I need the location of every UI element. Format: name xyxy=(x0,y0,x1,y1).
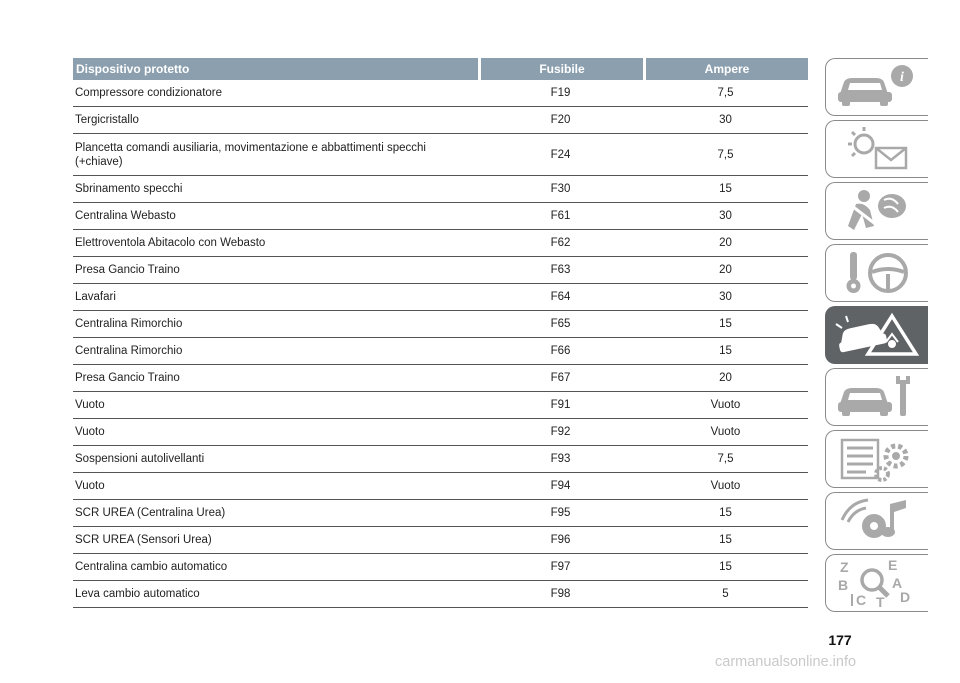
index-letter: A xyxy=(892,575,903,591)
cell-fuse: F24 xyxy=(550,148,571,161)
tab-maintenance[interactable] xyxy=(825,368,928,426)
cell-device: Plancetta comandi ausiliaria, movimentazione e abbattimenti specchi (+chiave) xyxy=(75,141,426,168)
cell-fuse: F65 xyxy=(550,318,571,330)
cell-fuse: F91 xyxy=(550,399,571,411)
cell-device: Compressore condizionatore xyxy=(75,87,223,99)
chapter-tabs xyxy=(825,58,928,616)
cell-device: SCR UREA (Centralina Urea) xyxy=(75,507,226,519)
tab-emergency[interactable] xyxy=(825,306,928,364)
table-row xyxy=(73,419,808,446)
table-row xyxy=(73,500,808,527)
tab-index[interactable] xyxy=(825,554,928,612)
car-maintenance-icon xyxy=(834,372,920,422)
table-header xyxy=(73,58,808,80)
cell-fuse: F63 xyxy=(550,264,571,276)
table-row xyxy=(73,527,808,554)
index-letter: D xyxy=(900,589,911,605)
table-row xyxy=(73,338,808,365)
table-row xyxy=(73,107,808,134)
cell-fuse: F61 xyxy=(550,210,571,222)
cell-fuse: F92 xyxy=(550,426,571,438)
cell-amp: 15 xyxy=(719,183,732,195)
cell-amp: 30 xyxy=(719,291,732,303)
cell-amp: 7,5 xyxy=(717,87,734,99)
header-amp: Ampere xyxy=(646,58,808,80)
cell-amp: Vuoto xyxy=(710,399,741,411)
cell-fuse: F64 xyxy=(550,291,571,303)
index-letter: T xyxy=(876,594,885,608)
cell-fuse: F93 xyxy=(550,453,571,465)
tab-car-info[interactable] xyxy=(825,58,928,116)
cell-device: Centralina Webasto xyxy=(75,210,176,222)
cell-fuse: F67 xyxy=(550,372,571,384)
table-row xyxy=(73,554,808,581)
cell-amp: 15 xyxy=(719,318,732,330)
tab-safety[interactable] xyxy=(825,182,928,240)
cell-fuse: F98 xyxy=(550,588,571,600)
cell-fuse: F97 xyxy=(550,561,571,573)
cell-device: Presa Gancio Traino xyxy=(75,372,180,384)
cell-fuse: F95 xyxy=(550,507,571,519)
cell-amp: 7,5 xyxy=(717,453,734,465)
table-row xyxy=(73,311,808,338)
table-row xyxy=(73,392,808,419)
cell-fuse: F19 xyxy=(550,87,571,99)
cell-amp: 15 xyxy=(719,345,732,357)
car-info-icon xyxy=(834,62,920,112)
emergency-warning-icon xyxy=(834,310,920,360)
table-row xyxy=(73,365,808,392)
cell-fuse: F62 xyxy=(550,237,571,249)
cell-amp: 15 xyxy=(719,534,732,546)
cell-amp: 7,5 xyxy=(717,148,734,161)
watermark: carmanualsonline.info xyxy=(715,654,857,670)
index-letter: B xyxy=(838,577,849,593)
dashboard-lights-icon xyxy=(834,124,920,174)
cell-amp: 5 xyxy=(722,588,729,600)
table-row xyxy=(73,80,808,107)
cell-fuse: F96 xyxy=(550,534,571,546)
cell-fuse: F94 xyxy=(550,480,571,492)
multimedia-icon xyxy=(834,496,920,546)
table-row xyxy=(73,446,808,473)
tab-technical-data[interactable] xyxy=(825,430,928,488)
cell-device: Elettroventola Abitacolo con Webasto xyxy=(75,237,266,249)
table-row xyxy=(73,203,808,230)
cell-device: Tergicristallo xyxy=(75,114,139,126)
cell-device: Centralina Rimorchio xyxy=(75,318,183,330)
cell-device: Sospensioni autolivellanti xyxy=(75,453,205,465)
fuse-table xyxy=(73,58,808,608)
index-icon xyxy=(834,558,920,608)
tab-multimedia[interactable] xyxy=(825,492,928,550)
table-row xyxy=(73,230,808,257)
table-row xyxy=(73,473,808,500)
cell-fuse: F20 xyxy=(550,114,571,126)
cell-fuse: F66 xyxy=(550,345,571,357)
cell-amp: Vuoto xyxy=(710,426,741,438)
table-row xyxy=(73,581,808,608)
cell-amp: 15 xyxy=(719,507,732,519)
index-letter: E xyxy=(888,558,898,573)
header-fuse: Fusibile xyxy=(481,58,643,80)
index-letter: C xyxy=(856,592,867,608)
cell-amp: 20 xyxy=(719,372,732,384)
cell-amp: Vuoto xyxy=(710,480,741,492)
cell-amp: 30 xyxy=(719,114,732,126)
cell-device: Vuoto xyxy=(75,426,105,438)
svg-text:i: i xyxy=(900,70,904,85)
index-letter: Z xyxy=(840,559,849,575)
table-row xyxy=(73,284,808,311)
cell-device: Vuoto xyxy=(75,399,105,411)
cell-device: Vuoto xyxy=(75,480,105,492)
header-device: Dispositivo protetto xyxy=(73,58,478,80)
cell-device: Sbrinamento specchi xyxy=(75,183,183,195)
cell-amp: 20 xyxy=(719,264,732,276)
cell-device: Lavafari xyxy=(75,291,116,303)
table-row xyxy=(73,257,808,284)
table-row xyxy=(73,176,808,203)
tab-dashboard-lights[interactable] xyxy=(825,120,928,178)
table-row xyxy=(73,134,808,176)
starting-driving-icon xyxy=(834,248,920,298)
cell-device: Leva cambio automatico xyxy=(75,588,200,600)
page-number: 177 xyxy=(828,632,852,648)
cell-amp: 20 xyxy=(719,237,732,249)
safety-airbag-icon xyxy=(834,186,920,236)
technical-data-icon xyxy=(834,434,920,484)
cell-amp: 15 xyxy=(719,561,732,573)
cell-device: Presa Gancio Traino xyxy=(75,264,180,276)
cell-device: Centralina Rimorchio xyxy=(75,345,183,357)
tab-starting-driving[interactable] xyxy=(825,244,928,302)
cell-device: Centralina cambio automatico xyxy=(75,561,228,573)
cell-fuse: F30 xyxy=(550,183,571,195)
cell-amp: 30 xyxy=(719,210,732,222)
cell-device: SCR UREA (Sensori Urea) xyxy=(75,534,212,546)
